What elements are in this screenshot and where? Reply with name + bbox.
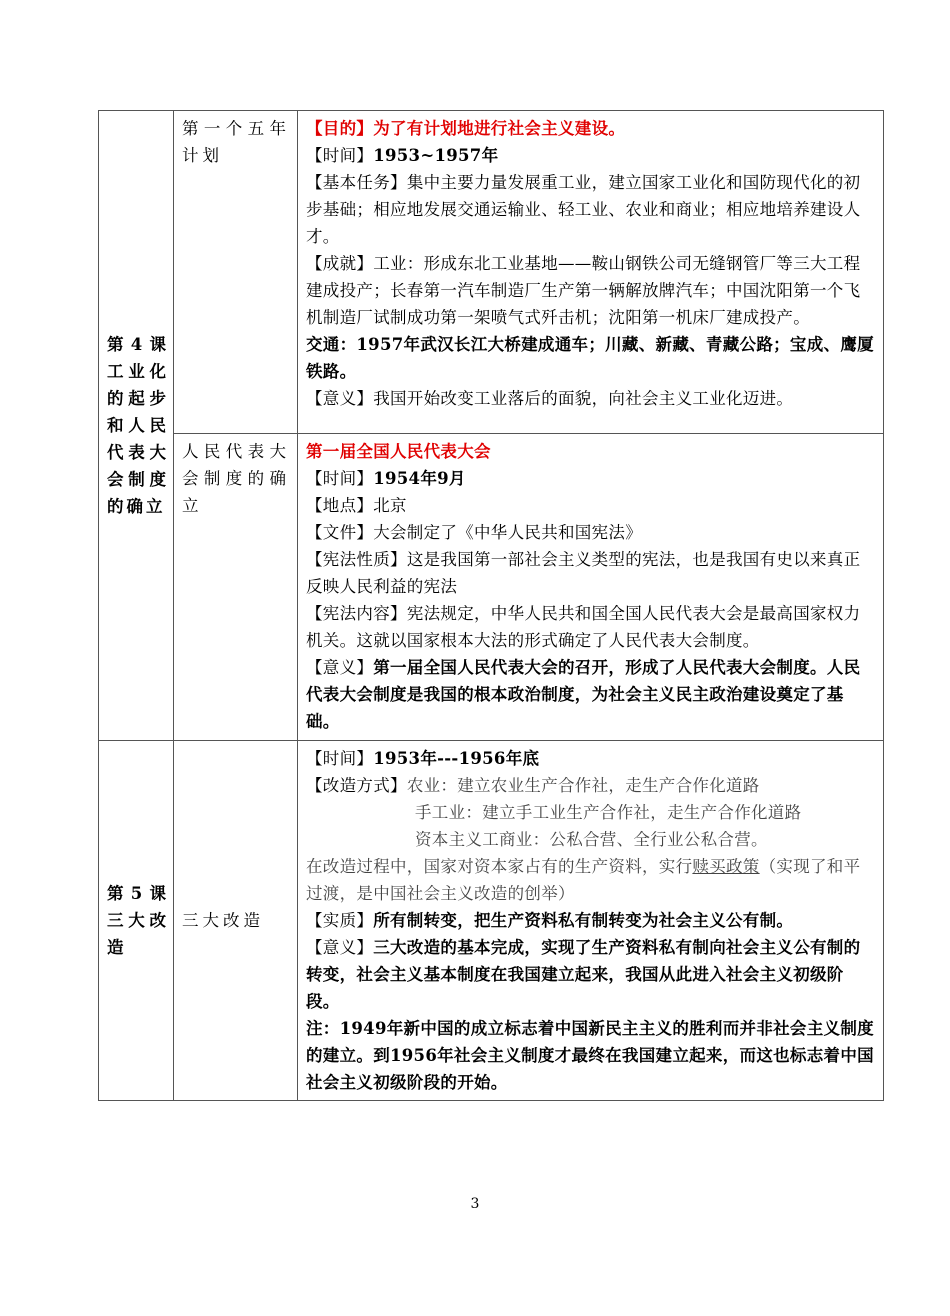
five-year-plan-details [298, 111, 884, 434]
table-row [99, 434, 884, 741]
transformation-method-handicraft: 手工业：建立手工业生产合作社，走生产合作化道路 [415, 803, 802, 822]
transformation-method-agriculture: 【改造方式】农业：建立农业生产合作社，走生产合作化道路 [306, 776, 760, 795]
congress-place: 【地点】北京 [306, 496, 407, 515]
constitution-content: 【宪法内容】宪法规定，中华人民共和国全国人民代表大会是最高国家权力机关。这就以国家根本大法的形式确定了人民代表大会制度。 [306, 604, 861, 650]
topic-five-year-plan: 第一个五年计划 [174, 111, 298, 434]
lesson5-title: 第5课三大改造 [99, 741, 174, 1101]
redemption-policy: 赎买政策 [692, 857, 760, 876]
plan-transport: 交通：1957年武汉长江大桥建成通车；川藏、新藏、青藏公路；宝成、鹰厦铁路。 [306, 335, 874, 381]
lesson4-title: 第4课工业化的起步和人民代表大会制度的确立 [99, 111, 174, 741]
plan-time: 【时间】1953~1957年 [306, 146, 499, 165]
transformation-method-capitalist: 资本主义工商业：公私合营、全行业公私合营。 [415, 830, 768, 849]
transformation-time: 【时间】1953年---1956年底 [306, 749, 540, 768]
page-number: 3 [470, 1196, 480, 1212]
transformation-details [298, 741, 884, 1101]
congress-document: 【文件】大会制定了《中华人民共和国宪法》 [306, 523, 643, 542]
constitution-nature: 【宪法性质】这是我国第一部社会主义类型的宪法，也是我国有史以来真正反映人民利益的宪法 [306, 550, 861, 596]
congress-heading: 第一届全国人民代表大会 [306, 442, 491, 461]
topic-congress-system: 人民代表大会制度的确立 [174, 434, 298, 741]
congress-time: 【时间】1954年9月 [306, 469, 466, 488]
plan-meaning: 【意义】我国开始改变工业落后的面貌，向社会主义工业化迈进。 [306, 389, 794, 408]
plan-task: 【基本任务】集中主要力量发展重工业，建立国家工业化和国防现代化的初步基础；相应地发展交通运输业、轻工业、农业和商业；相应地培养建设人才。 [306, 173, 861, 246]
topic-three-transformations: 三大改造 [174, 741, 298, 1101]
table-row [99, 111, 884, 434]
plan-goal: 【目的】为了有计划地进行社会主义建设。 [306, 119, 626, 138]
transformation-essence: 【实质】所有制转变，把生产资料私有制转变为社会主义公有制。 [306, 911, 794, 930]
study-notes-table [98, 110, 884, 1101]
plan-achievement: 【成就】工业：形成东北工业基地——鞍山钢铁公司无缝钢管厂等三大工程建成投产；长春第一汽车制造厂生产第一辆解放牌汽车；中国沈阳第一个飞机制造厂试制成功第一架喷气式歼击机；沈阳第一机床厂建成投产。 [306, 254, 861, 327]
congress-details [298, 434, 884, 741]
congress-meaning: 【意义】第一届全国人民代表大会的召开，形成了人民代表大会制度。人民代表大会制度是我国的根本政治制度，为社会主义民主政治建设奠定了基础。 [306, 658, 861, 731]
transformation-process: 在改造过程中，国家对资本家占有的生产资料，实行赎买政策（实现了和平过渡，是中国社会主义改造的创举） [306, 857, 861, 903]
transformation-note: 注：1949年新中国的成立标志着中国新民主主义的胜利而并非社会主义制度的建立。到1956年社会主义制度才最终在我国建立起来，而这也标志着中国社会主义初级阶段的开始。 [306, 1019, 874, 1092]
table-row [99, 741, 884, 1101]
transformation-meaning: 【意义】三大改造的基本完成，实现了生产资料私有制向社会主义公有制的转变，社会主义基本制度在我国建立起来，我国从此进入社会主义初级阶段。 [306, 938, 861, 1011]
